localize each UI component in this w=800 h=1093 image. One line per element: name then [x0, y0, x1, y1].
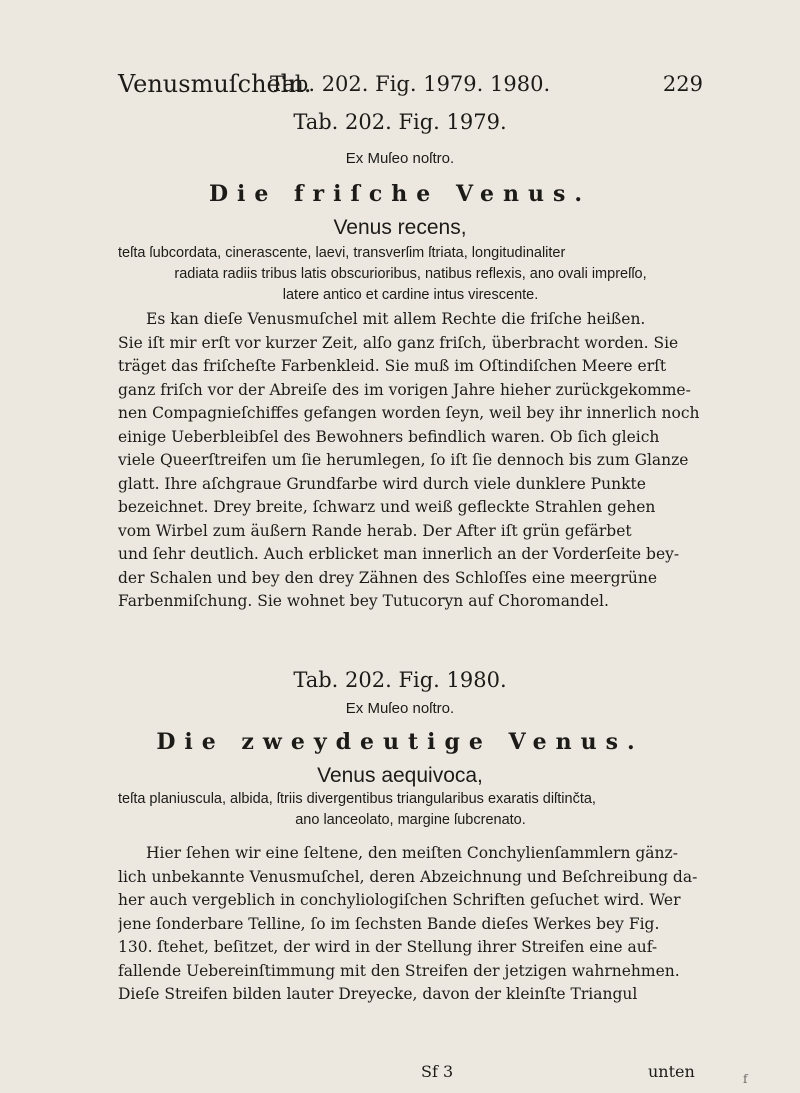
- description-paragraph: [118, 842, 703, 1007]
- text-line: glatt. Ihre aſchgraue Grundfarbe wird durch viele dunklere Punkte: [118, 474, 646, 493]
- catchword: unten: [648, 1062, 695, 1081]
- section-figure-reference: Tab. 202. Fig. 1979.: [293, 110, 507, 134]
- german-species-title: Die zweydeutige Venus.: [156, 729, 644, 755]
- description-paragraph: [118, 308, 703, 614]
- text-line: fallende Uebereinſtimmung mit den Streifen der jetzigen wahrnehmen.: [118, 961, 680, 980]
- text-line: träget das friſcheſte Farbenkleid. Sie muß im Oſtindiſchen Meere erſt: [118, 357, 667, 375]
- latin-species-title: Venus aequivoca,: [317, 764, 483, 787]
- text-line: her auch vergeblich in conchyliologiſchen Schriften geſuchet wird. Wer: [118, 891, 681, 909]
- text-line: lich unbekannte Venusmuſchel, deren Abzeichnung und Beſchreibung da-: [118, 867, 698, 886]
- text-line: bezeichnet. Drey breite, ſchwarz und weiß gefleckte Strahlen gehen: [118, 498, 656, 516]
- latin-description-line: teſta ſubcordata, cinerascente, laevi, transverſim ſtriata, longitudinaliter: [118, 245, 566, 261]
- text-line: vom Wirbel zum äußern Rande herab. Der After iſt grün gefärbet: [118, 521, 632, 540]
- text-line: viele Queerſtreifen um ſie herumlegen, ſo iſt ſie dennoch bis zum Glanze: [118, 451, 689, 469]
- text-line: Farbenmiſchung. Sie wohnet bey Tutucoryn auf Choromandel.: [118, 592, 609, 610]
- museum-source: Ex Muſeo noſtro.: [345, 700, 455, 717]
- text-line: Dieſe Streifen bilden lauter Dreyecke, davon der kleinſte Triangul: [118, 985, 638, 1003]
- running-title: Venusmuſcheln.: [118, 70, 312, 98]
- text-line: Es kan dieſe Venusmuſchel mit allem Rechte die friſche heißen.: [146, 310, 646, 328]
- text-line: ganz friſch vor der Abreiſe des im vorigen Jahre hieher zurückgekomme-: [118, 380, 691, 399]
- text-line: Sie iſt mir erſt vor kurzer Zeit, alſo ganz friſch, überbracht worden. Sie: [118, 333, 679, 352]
- text-line: und ſehr deutlich. Auch erblicket man innerlich an der Vorderſeite bey-: [118, 545, 680, 563]
- section-figure-reference: Tab. 202. Fig. 1980.: [293, 668, 507, 692]
- text-line: Hier ſehen wir eine ſeltene, den meiſten Conchylienſammlern gänz-: [146, 844, 678, 862]
- margin-mark: f: [743, 1072, 748, 1086]
- latin-description-line: ano lanceolato, margine ſubcrenato.: [295, 812, 526, 828]
- page-number: 229: [662, 72, 703, 96]
- latin-description: [118, 789, 703, 831]
- text-line: der Schalen und bey den drey Zähnen des Schloſſes eine meergrüne: [118, 568, 658, 587]
- museum-source: Ex Muſeo noſtro.: [345, 150, 455, 167]
- text-line: 130. ſtehet, beſitzet, der wird in der Stellung ihrer Streifen eine auf-: [118, 938, 658, 956]
- text-line: einige Ueberbleibſel des Bewohners befindlich waren. Ob ſich gleich: [118, 427, 660, 446]
- latin-description-line: teſta planiuscula, albida, ſtriis divergentibus triangularibus exaratis diſtinčta,: [118, 791, 596, 807]
- running-figure-reference: Tab. 202. Fig. 1979. 1980.: [270, 72, 551, 96]
- german-species-title: Die friſche Venus.: [208, 181, 592, 207]
- running-head: [118, 70, 703, 100]
- latin-species-title: Venus recens,: [333, 216, 467, 239]
- text-line: nen Compagnieſchiffes gefangen worden ſeyn, weil bey ihr innerlich noch: [118, 404, 700, 422]
- latin-description-line: latere antico et cardine intus virescente.: [282, 287, 539, 303]
- signature-mark: Sf 3: [421, 1062, 454, 1081]
- latin-description-line: radiata radiis tribus latis obscurioribus, natibus reflexis, ano ovali impreſſo,: [174, 266, 647, 282]
- latin-description: [118, 243, 703, 306]
- text-line: jene ſonderbare Telline, ſo im ſechsten Bande dieſes Werkes bey Fig.: [118, 914, 660, 933]
